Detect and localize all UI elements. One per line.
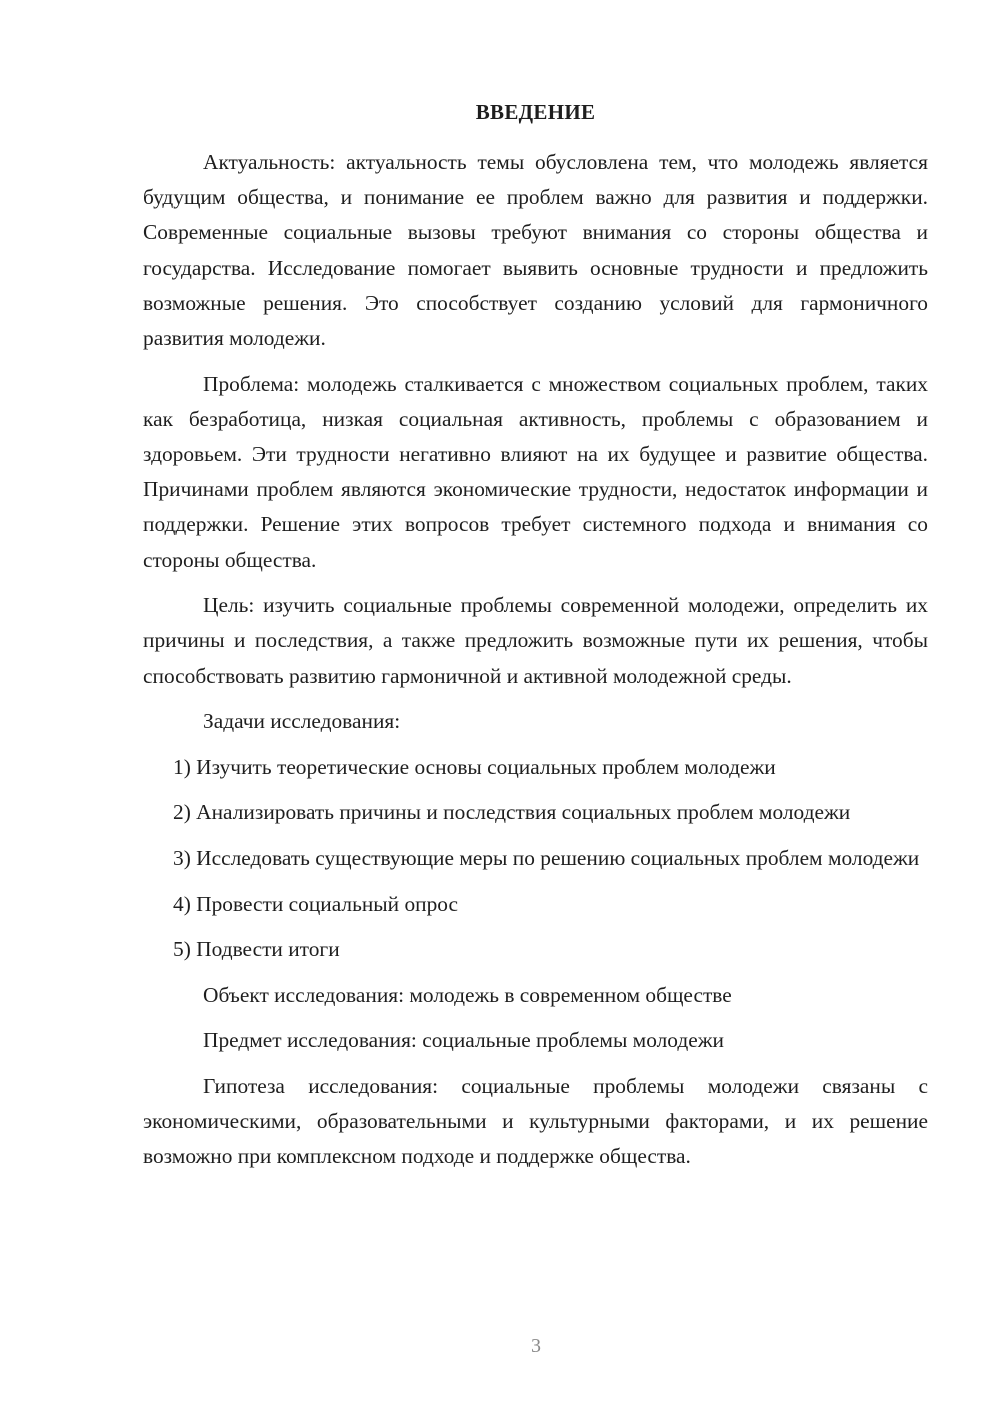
paragraph-subject: Предмет исследования: социальные проблемы молодежи	[203, 1028, 724, 1053]
task-item-2: 2) Анализировать причины и последствия социальных проблем молодежи	[173, 800, 851, 825]
task-item-3: 3) Исследовать существующие меры по решению социальных проблем молодежи	[173, 846, 920, 870]
paragraph-goal: Цель: изучить социальные проблемы современной молодежи, определить их причины и последствия, а также предложить возможные пути их решения, чтобы способствовать развитию гармоничной и активной молодежной среды.	[143, 593, 928, 688]
task-item-5: 5) Подвести итоги	[173, 937, 340, 962]
paragraph-hypothesis: Гипотеза исследования: социальные проблемы молодежи связаны с экономическими, образовательными и культурными факторами, и их решение возможно при комплексном подходе и поддержке общества.	[143, 1073, 928, 1169]
page-number: 3	[531, 1335, 541, 1357]
paragraph-object: Объект исследования: молодежь в современном обществе	[203, 982, 732, 1007]
paragraph-problem: Проблема: молодежь сталкивается с множеством социальных проблем, таких как безработица, низкая социальная активность, проблемы с образованием и здоровьем. Эти трудности негативно влияют на их будущее и развитие общества. Причинами проблем являются экономические трудности, недостаток информации и поддержки. Решение этих вопросов требует системного подхода и внимания со стороны общества.	[143, 371, 928, 572]
page-title: ВВЕДЕНИЕ	[475, 100, 596, 124]
tasks-heading: Задачи исследования:	[203, 709, 401, 734]
document-body	[143, 145, 928, 1175]
task-item-1: 1) Изучить теоретические основы социальных проблем молодежи	[173, 754, 776, 779]
task-item-4: 4) Провести социальный опрос	[173, 891, 459, 916]
paragraph-relevance: Актуальность: актуальность темы обусловлена тем, что молодежь является будущим общества, и понимание ее проблем важно для развития и поддержки. Современные социальные вызовы требуют внимания со стороны общества и государства. Исследование помогает выявить основные трудности и предложить возможные решения. Это способствует созданию условий для гармоничного развития молодежи.	[143, 150, 928, 351]
